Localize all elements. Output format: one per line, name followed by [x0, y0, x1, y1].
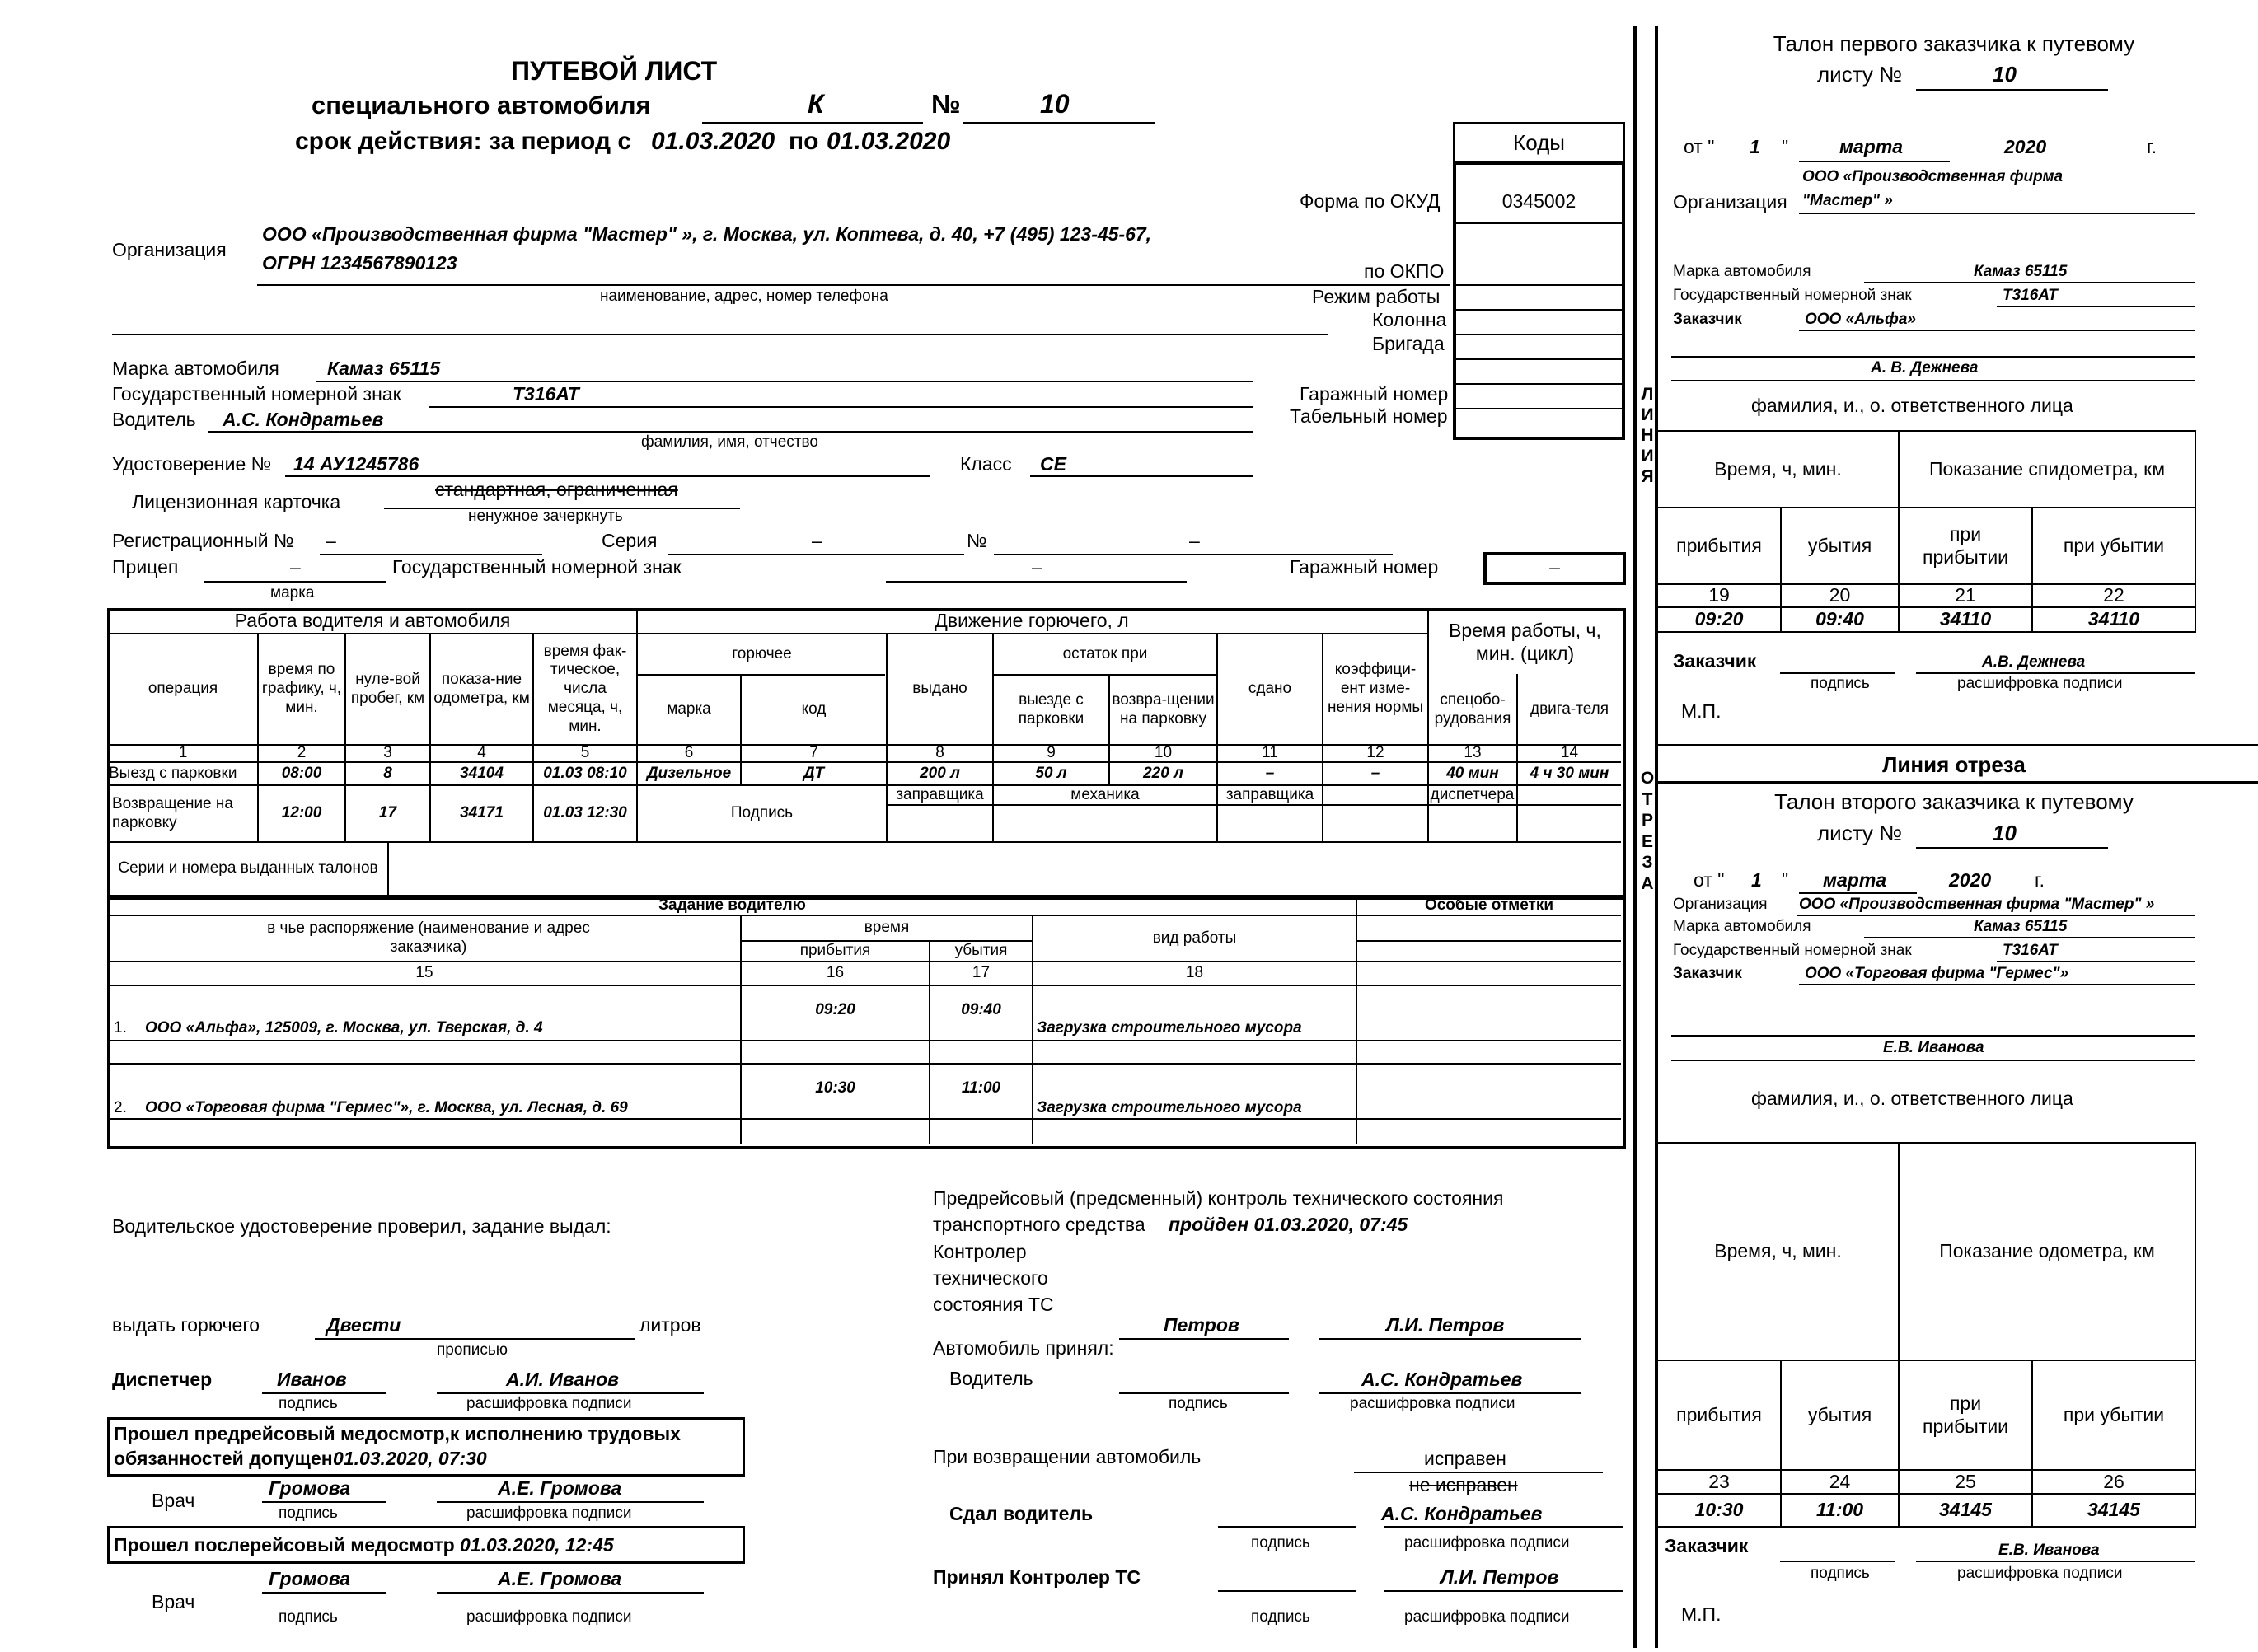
dispatcher-name: А.И. Иванов [506, 1369, 620, 1390]
talon2-customer-label: Заказчик [1673, 965, 1742, 982]
driver-label: Водитель [112, 409, 196, 430]
plate-value: Т316АТ [513, 383, 579, 405]
col-num: 25 [1955, 1470, 1976, 1492]
talon1-h-depart: убытия [1807, 534, 1872, 556]
h-actual-time: время фак-тическое, числа месяца, ч, мин. [543, 642, 627, 735]
brigade-label: Бригада [1372, 333, 1445, 354]
row-out-zero: 8 [383, 764, 392, 782]
no-value: – [1189, 530, 1200, 551]
trailer-caption: марка [270, 584, 315, 601]
row-out-schedule: 08:00 [281, 764, 322, 782]
sign-caption: подпись [1169, 1395, 1228, 1412]
fuel-caption: прописью [437, 1341, 508, 1359]
talon1-customer: ООО «Альфа» [1805, 311, 1916, 328]
doctor-label: Врач [152, 1490, 195, 1511]
talon1-resp-caption: фамилия, и., о. ответственного лица [1751, 395, 2073, 416]
sign-caption: подпись [1251, 1534, 1310, 1551]
talon1-plate: Т316АТ [2003, 287, 2058, 304]
fuel-issue-label: выдать горючего [112, 1314, 260, 1336]
number-sign: № [931, 89, 961, 119]
accepted-ctrl-name: Л.И. Петров [1441, 1566, 1559, 1588]
h-arrive: прибытия [799, 942, 871, 960]
col-num: 18 [1185, 964, 1204, 982]
doctor-name: А.Е. Громова [498, 1568, 622, 1589]
h-rest: остаток при [1062, 644, 1148, 662]
doc-title: ПУТЕВОЙ ЛИСТ [511, 56, 718, 86]
class-label: Класс [960, 453, 1012, 475]
talon2-from: от " [1694, 869, 1725, 891]
driver-value: А.С. Кондратьев [223, 409, 384, 430]
brand-label: Марка автомобиля [112, 358, 279, 379]
h-fuel: горючее [732, 644, 792, 662]
talon2-odo-header: Показание одометра, км [1939, 1240, 2155, 1262]
talon1-time-header: Время, ч, мин. [1714, 457, 1842, 480]
okud-code: 0345002 [1501, 190, 1576, 212]
trailer-garage-label: Гаражный номер [1290, 556, 1439, 578]
talon2-h-depart: убытия [1807, 1403, 1872, 1425]
col-num: 6 [684, 744, 694, 762]
talon1-quote: " [1782, 136, 1789, 157]
talon2-day: 1 [1751, 869, 1762, 891]
col-num: 13 [1464, 744, 1482, 762]
decode-caption: расшифровка подписи [1957, 675, 2123, 692]
trailer-garage-value: – [1549, 556, 1560, 578]
h-special-equip: спецобо-рудования [1434, 690, 1511, 728]
row-out-engine: 4 ч 30 мин [1530, 764, 1609, 782]
talon2-g: г. [2035, 869, 2045, 891]
special-marks-title: Особые отметки [1424, 896, 1554, 914]
trailer-plate-label: Государственный номерной знак [392, 556, 682, 578]
row-out-label: Выезд с парковки [109, 764, 237, 782]
controller-l3: состояния ТС [933, 1294, 1054, 1315]
talon2-brand-label: Марка автомобиля [1673, 918, 1811, 935]
col-num: 12 [1366, 744, 1384, 762]
col-num: 23 [1708, 1470, 1730, 1492]
talon1-from: от " [1684, 136, 1715, 157]
talon2-brand: Камаз 65115 [1974, 918, 2068, 935]
row-out-rest-out: 50 л [1035, 764, 1067, 782]
no-label: № [967, 530, 987, 551]
h-fuel-brand: марка [667, 700, 711, 718]
talon2-org-label: Организация [1673, 896, 1768, 913]
talon1-plate-label: Государственный номерной знак [1673, 287, 1912, 304]
row-out-coef: – [1370, 764, 1380, 782]
accepted-label: Автомобиль принял: [933, 1337, 1114, 1359]
sign-dispatcher: диспетчера [1430, 785, 1515, 803]
handed-driver-name: А.С. Кондратьев [1381, 1503, 1543, 1524]
brand-value: Камаз 65115 [327, 358, 441, 379]
date-from: 01.03.2020 [651, 128, 775, 155]
accepted-ctrl-label: Принял Контролер ТС [933, 1566, 1141, 1588]
task-row-2-arrive: 10:30 [815, 1079, 855, 1097]
sign-caption: подпись [1251, 1608, 1310, 1626]
reg-value: – [326, 530, 336, 551]
task-row-2-kind: Загрузка строительного мусора [1037, 1099, 1302, 1116]
decode-caption: расшифровка подписи [466, 1395, 632, 1412]
control-line1: Предрейсовый (предсменный) контроль технического состояния [933, 1187, 1504, 1209]
task-row-2-customer: ООО «Торговая фирма "Гермес"», г. Москва, ул. Лесная, д. 69 [145, 1099, 628, 1116]
h-rest-out: выезде с парковки [1018, 690, 1084, 728]
talon2-resp-caption: фамилия, и., о. ответственного лица [1751, 1088, 2073, 1109]
talon1-v-at-depart: 34110 [2087, 608, 2140, 630]
talon2-v-arrive: 10:30 [1694, 1499, 1744, 1521]
codes-title: Коды [1513, 130, 1565, 155]
row-in-schedule: 12:00 [281, 804, 322, 822]
col-num: 15 [415, 964, 433, 982]
org-line2: ОГРН 1234567890123 [262, 252, 457, 274]
h-time: время [864, 919, 910, 937]
pre-med-line2: обязанностей допущен [114, 1448, 333, 1469]
col-num: 21 [1955, 584, 1976, 606]
talon1-number: 10 [1993, 62, 2017, 87]
talon1-customer-label: Заказчик [1673, 311, 1742, 328]
talon1-responsible: А. В. Дежнева [1871, 359, 1979, 377]
col-num: 26 [2103, 1470, 2124, 1492]
talon2-h-at-depart: при убытии [2063, 1403, 2165, 1425]
col-num: 3 [383, 744, 392, 762]
talon2-plate: Т316АТ [2003, 942, 2058, 959]
driver-accept-label: Водитель [949, 1368, 1033, 1389]
h-issued: выдано [912, 680, 967, 698]
talon2-mp: М.П. [1681, 1603, 1722, 1625]
return-label: При возвращении автомобиль [933, 1446, 1202, 1467]
dispatcher-label: Диспетчер [112, 1369, 213, 1390]
task-row-1-arrive: 09:20 [815, 1000, 855, 1018]
okud-label: Форма по ОКУД [1300, 190, 1441, 212]
task-row-1-num: 1. [114, 1019, 127, 1037]
sign-fueler: заправщика [896, 785, 984, 803]
tab-number-label: Табельный номер [1290, 405, 1448, 427]
talon2-customer: ООО «Торговая фирма "Гермес"» [1805, 965, 2069, 982]
controller-l1: Контролер [933, 1241, 1027, 1262]
col-num: 19 [1708, 584, 1730, 606]
validity-label: срок действия: за период с [295, 128, 632, 155]
talon1-sign-name: А.В. Дежнева [1982, 653, 2086, 671]
talon1-title: Талон первого заказчика к путевому [1773, 31, 2135, 56]
col-num: 20 [1829, 584, 1851, 606]
doctor-sign: Громова [269, 1477, 351, 1499]
license-label: Удостоверение № [112, 453, 272, 475]
sign-caption: подпись [279, 1608, 338, 1626]
col-num: 11 [1262, 744, 1278, 762]
talon1-speed-header: Показание спидометра, км [1928, 457, 2166, 480]
col-num: 8 [935, 744, 944, 762]
talon1-v-depart: 09:40 [1815, 608, 1864, 630]
group-driver-work: Работа водителя и автомобиля [234, 610, 511, 632]
talon1-org-l2: "Мастер" » [1802, 192, 1893, 209]
license-value: 14 АУ1245786 [293, 453, 419, 475]
pre-med-line1: Прошел предрейсовый медосмотр,к исполнению трудовых [114, 1423, 681, 1444]
h-customer: в чье распоряжение (наименование и адрес заказчика) [267, 920, 590, 956]
series-value: К [808, 89, 824, 119]
talon1-month: марта [1839, 136, 1904, 157]
handed-label: Сдал водитель [949, 1503, 1094, 1524]
h-depart: убытия [954, 942, 1008, 960]
talon1-v-arrive: 09:20 [1694, 608, 1744, 630]
col-num: 1 [178, 744, 188, 762]
talon2-sign-name: Е.В. Иванова [1998, 1542, 2100, 1559]
h-fuel-code: код [801, 700, 827, 718]
talon2-month: марта [1823, 869, 1887, 891]
talon1-day: 1 [1750, 136, 1760, 157]
col-num: 17 [972, 964, 991, 982]
talon2-title: Талон второго заказчика к путевому [1774, 789, 2134, 814]
col-num: 16 [826, 964, 845, 982]
col-num: 14 [1560, 744, 1579, 762]
date-to: 01.03.2020 [827, 128, 951, 155]
trailer-label: Прицеп [112, 556, 179, 578]
talon1-v-at-arrive: 34110 [1939, 608, 1992, 630]
sign-caption: подпись [279, 1505, 338, 1522]
talon1-h-at-arrive: при прибытии [1922, 522, 2009, 568]
dispatcher-sign: Иванов [277, 1369, 347, 1390]
row-out-actual: 01.03 08:10 [543, 764, 627, 782]
row-out-rest-in: 220 л [1143, 764, 1183, 782]
okpo-label: по ОКПО [1364, 260, 1445, 282]
row-in-label: Возвращение на парковку [112, 794, 233, 831]
lic-card-label: Лицензионная карточка [132, 491, 341, 512]
row-out-brand: Дизельное [646, 764, 732, 782]
date-to-label: по [789, 128, 819, 155]
column-label: Колонна [1372, 309, 1447, 330]
talon1-title2: листу № [1817, 62, 1903, 87]
talon1-g: г. [2147, 136, 2157, 157]
h-rest-in: возвра-щении на парковку [1112, 690, 1215, 728]
org-caption: наименование, адрес, номер телефона [600, 288, 888, 305]
garage-number-label: Гаражный номер [1300, 383, 1449, 405]
sign-mechanic: механика [1070, 785, 1140, 803]
talon2-v-at-arrive: 34145 [1939, 1499, 1992, 1521]
talon2-v-at-depart: 34145 [2087, 1499, 2140, 1521]
group-fuel-movement: Движение горючего, л [935, 610, 1129, 632]
decode-caption: расшифровка подписи [1404, 1534, 1570, 1551]
h-zero-run: нуле-вой пробег, км [350, 670, 425, 707]
fuel-issue-value: Двести [326, 1314, 401, 1336]
col-num: 5 [580, 744, 590, 762]
group-work-time: Время работы, ч, мин. (цикл) [1449, 620, 1601, 664]
row-out-odometer: 34104 [460, 764, 504, 782]
h-coef: коэффици-ент изме-нения нормы [1327, 661, 1424, 716]
h-odometer: показа-ние одометра, км [433, 670, 530, 707]
cut-line-left [1633, 26, 1637, 1648]
decode-caption: расшифровка подписи [1957, 1565, 2123, 1582]
talon1-org-l1: ООО «Производственная фирма [1802, 168, 2064, 185]
controller-l2: технического [933, 1267, 1048, 1289]
talon2-h-at-arrive: при прибытии [1922, 1392, 2009, 1437]
col-num: 22 [2103, 584, 2124, 606]
decode-caption: расшифровка подписи [466, 1608, 632, 1626]
tickets-label: Серии и номера выданных талонов [118, 859, 378, 877]
controller-name: Л.И. Петров [1386, 1314, 1505, 1336]
h-operation: операция [148, 680, 218, 698]
talon1-org-label: Организация [1673, 191, 1787, 213]
signature-label: Подпись [730, 804, 794, 822]
h-work-kind: вид работы [1152, 929, 1237, 947]
talon2-responsible: Е.В. Иванова [1883, 1039, 1984, 1056]
col-num: 7 [809, 744, 818, 762]
trailer-plate-value: – [1032, 556, 1042, 578]
task-row-1-kind: Загрузка строительного мусора [1037, 1019, 1302, 1037]
controller-sign: Петров [1164, 1314, 1239, 1336]
doctor-label: Врач [152, 1591, 195, 1612]
talon2-number: 10 [1993, 821, 2017, 845]
talon1-year: 2020 [2004, 136, 2047, 157]
sign-caption: подпись [1811, 1565, 1870, 1582]
cut-text-line: ЛИНИЯ [1641, 385, 1654, 486]
decode-caption: расшифровка подписи [466, 1505, 632, 1522]
post-med-label: Прошел послерейсовый медосмотр [114, 1534, 455, 1556]
decode-caption: расшифровка подписи [1350, 1395, 1515, 1412]
plate-label: Государственный номерной знак [112, 383, 401, 405]
talon1-h-arrive: прибытия [1676, 534, 1762, 556]
col-num: 2 [297, 744, 307, 762]
post-med-date: 01.03.2020, 12:45 [460, 1534, 614, 1556]
row-out-code: ДТ [803, 764, 825, 782]
talon2-v-depart: 11:00 [1815, 1499, 1864, 1521]
driver-accept-name: А.С. Кондратьев [1361, 1369, 1523, 1390]
doctor-sign: Громова [269, 1568, 351, 1589]
task-row-2-num: 2. [114, 1099, 127, 1116]
row-in-actual: 01.03 12:30 [543, 804, 627, 822]
control-line2: транспортного средства [933, 1214, 1145, 1235]
task-row-1-depart: 09:40 [961, 1000, 1001, 1018]
sign-caption: подпись [1811, 675, 1870, 692]
fuel-unit: литров [639, 1314, 701, 1336]
cut-text-otreza: ОТРЕЗА [1640, 769, 1655, 893]
status-ok: исправен [1424, 1448, 1506, 1469]
h-given: сдано [1248, 680, 1292, 698]
talon1-brand: Камаз 65115 [1974, 263, 2068, 280]
cut-line-title: Линия отреза [1882, 752, 2026, 777]
row-in-odometer: 34171 [460, 804, 504, 822]
work-mode-label: Режим работы [1312, 286, 1441, 307]
doc-number: 10 [1040, 89, 1070, 119]
row-in-zero: 17 [378, 804, 397, 822]
talon2-org: ООО «Производственная фирма "Мастер" » [1799, 896, 2155, 913]
lic-card-options: стандартная, ограниченная [435, 479, 678, 500]
task-row-2-depart: 11:00 [961, 1079, 1001, 1097]
checked-label: Водительское удостоверение проверил, задание выдал: [112, 1215, 611, 1237]
class-value: СЕ [1040, 453, 1066, 475]
talon2-sign-customer: Заказчик [1665, 1535, 1749, 1556]
h-engine: двига-теля [1530, 700, 1609, 718]
col-num: 9 [1047, 744, 1056, 762]
lic-card-caption: ненужное зачеркнуть [468, 508, 623, 525]
seria-label: Серия [602, 530, 658, 551]
trailer-value: – [290, 556, 301, 578]
driver-caption: фамилия, имя, отчество [641, 433, 818, 451]
h-schedule: время по графику, ч, мин. [261, 661, 342, 716]
talon2-plate-label: Государственный номерной знак [1673, 942, 1912, 959]
sign-fueler-2: заправщика [1225, 785, 1314, 803]
doc-subtitle: специального автомобиля [312, 91, 651, 119]
seria-value: – [812, 530, 822, 551]
talon1-brand-label: Марка автомобиля [1673, 263, 1811, 280]
task-title: Задание водителю [658, 896, 806, 914]
row-out-given: – [1265, 764, 1275, 782]
decode-caption: расшифровка подписи [1404, 1608, 1570, 1626]
talon1-mp: М.П. [1681, 700, 1722, 722]
talon2-quote: " [1782, 869, 1789, 891]
org-line1: ООО «Производственная фирма "Мастер" », г. Москва, ул. Коптева, д. 40, +7 (495) 123-45-67, [262, 223, 1152, 245]
status-not-ok: не исправен [1409, 1474, 1518, 1495]
talon2-h-arrive: прибытия [1676, 1403, 1762, 1425]
talon1-sign-customer: Заказчик [1673, 650, 1757, 672]
col-num: 4 [477, 744, 486, 762]
row-out-issued: 200 л [920, 764, 960, 782]
task-row-1-customer: ООО «Альфа», 125009, г. Москва, ул. Тверская, д. 4 [145, 1019, 543, 1037]
talon2-title2: листу № [1817, 821, 1903, 845]
pre-med-date: 01.03.2020, 07:30 [333, 1448, 487, 1469]
col-num: 24 [1829, 1470, 1851, 1492]
org-label: Организация [112, 239, 227, 260]
row-out-special: 40 мин [1446, 764, 1499, 782]
control-passed: пройден 01.03.2020, 07:45 [1169, 1214, 1408, 1235]
talon1-h-at-depart: при убытии [2063, 534, 2165, 556]
doctor-name: А.Е. Громова [498, 1477, 622, 1499]
talon2-time-header: Время, ч, мин. [1714, 1240, 1842, 1262]
reg-label: Регистрационный № [112, 530, 294, 551]
col-num: 10 [1154, 744, 1173, 762]
talon2-year: 2020 [1949, 869, 1992, 891]
sign-caption: подпись [279, 1395, 338, 1412]
